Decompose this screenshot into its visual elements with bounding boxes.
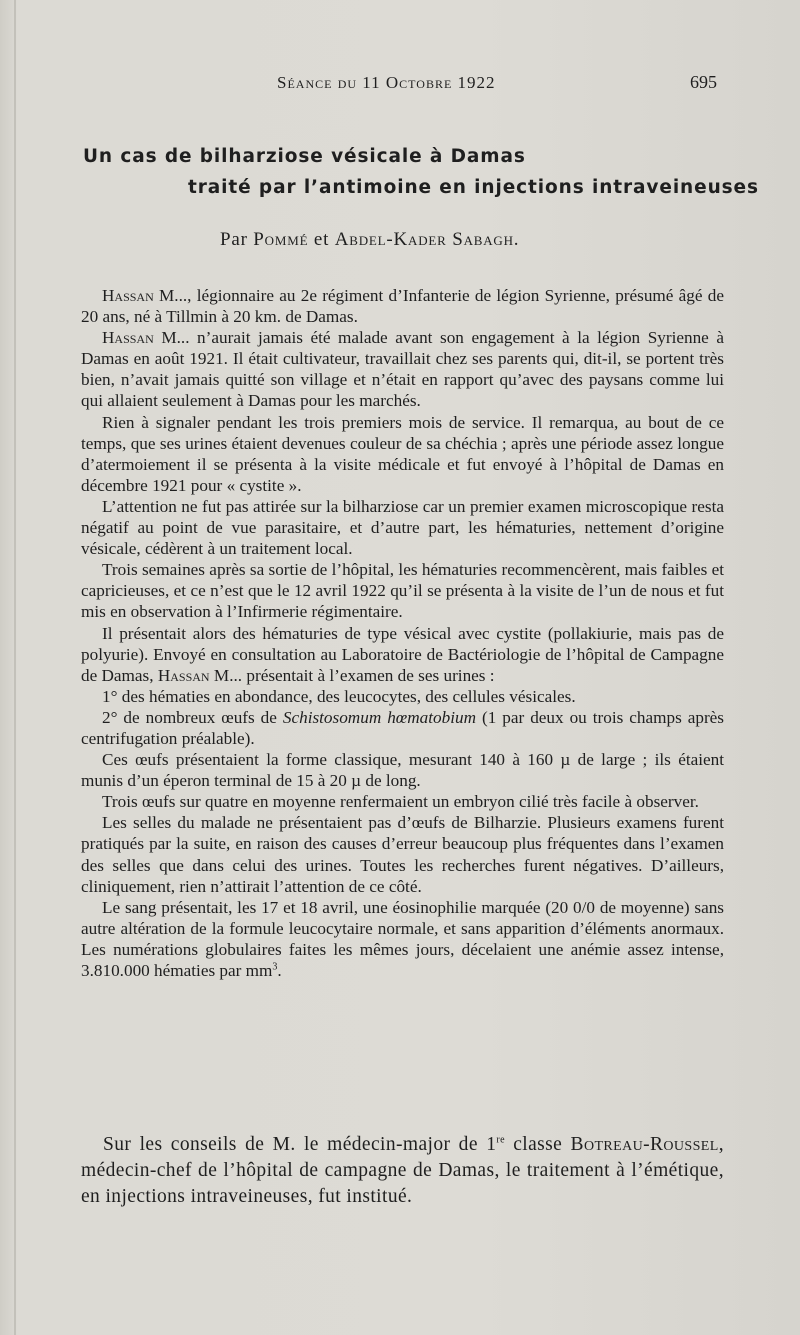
page-gutter-rule — [14, 0, 16, 1335]
superscript-3: 3 — [272, 961, 278, 973]
treatment-text-c: , médecin-chef de l’hôpital de campagne de Damas, le traitement à l’émétique, en injections intraveineuses, fut institué. — [81, 1134, 724, 1207]
chief-physician-name: Botreau-Roussel — [570, 1134, 719, 1155]
byline-conjunction: et — [313, 229, 330, 250]
byline — [220, 229, 519, 251]
paragraph-8 — [81, 707, 724, 749]
paragraph-3: Rien à signaler pendant les trois premiers mois de service. Il remarqua, au bout de ce temps, que ses urines étaient devenues couleur de sa chéchia ; après une période assez longue d’atermoiement il se présenta à la visite médicale et fut envoyé à l’hôpital de Damas en décembre 1921 pour « cystite ». — [81, 412, 724, 495]
paragraph-6 — [81, 623, 724, 686]
article-title-line-2: traité par l’antimoine en injections intraveineuses — [188, 177, 759, 198]
paragraph-11: Les selles du malade ne présentaient pas d’œufs de Bilharzie. Plusieurs examens furent pratiqués par la suite, en raison des causes d’erreur beaucoup plus fréquentes dans l’examen des selles que dans celui des urines. Toutes les recherches furent négatives. D’ailleurs, cliniquement, rien n’attirait l’attention de ce côté. — [81, 813, 724, 896]
ordinal-number: 1 — [486, 1134, 497, 1155]
running-head: Séance du 11 Octobre 1922 — [277, 73, 496, 92]
paragraph-12-text-a: Le sang présentait, les 17 et 18 avril, une éosinophilie marquée (20 0/0 de moyenne) sans autre altération de la formule leucocytaire normale, et sans apparition d’éléments anormaux. Les numérations globulaires faites les mêmes jours, décelaient une anémie assez intense, 3.810.000 hématies par mm — [81, 897, 724, 980]
paragraph-6-text-b: M... présentait à l’examen de ses urines : — [209, 665, 495, 685]
author-1: Pommé — [253, 229, 309, 250]
article-title-line-1: Un cas de bilharziose vésicale à Damas — [83, 146, 526, 167]
treatment-paragraph — [81, 1132, 724, 1210]
byline-suffix: . — [513, 229, 520, 250]
paragraph-1 — [81, 285, 724, 327]
paragraph-7: 1° des hématies en abondance, des leucocytes, des cellules vésicales. — [102, 686, 576, 706]
paragraph-12-text-b: . — [277, 961, 282, 980]
paragraph-2 — [81, 327, 724, 411]
paragraph-5: Trois semaines après sa sortie de l’hôpital, les hématuries recommencèrent, mais faibles et capricieuses, et ce n’est que le 12 avril 1922 qu’il se présenta à la visite de l’un de nous et fut mis en observation à l’Infirmerie régimentaire. — [81, 560, 724, 622]
ordinal-suffix: re — [496, 1134, 505, 1146]
page-header — [0, 73, 800, 97]
paragraph-2-text: M... n’aurait jamais été malade avant son engagement à la légion Syrienne à Damas en août 1921. Il était cultivateur, travaillait chez ses parents qui, dit-il, se portent très bien, n’avait jamais quitté son village et n’était en rapport qu’avec des paysans comme lui qui allaient seulement à Damas pour les marchés. — [81, 328, 724, 411]
byline-prefix: Par — [220, 229, 248, 250]
paragraph-8-text-a: 2° de nombreux œufs de — [102, 707, 283, 727]
article-body — [81, 285, 724, 981]
species-name: Schistosomum hœmatobium — [282, 707, 477, 727]
paragraph-1-text: M..., légionnaire au 2e régiment d’Infanterie de légion Syrienne, présumé âgé de 20 ans, né à Tillmin à 20 km. de Damas. — [81, 286, 724, 327]
paragraph-6-text-a: Il présentait alors des hématuries de type vésical avec cystite (pollakiurie, mais pas de polyurie). Envoyé en consultation au Laboratoire de Bactériologie de l’hôpital de Campagne de Damas, — [81, 623, 724, 685]
paragraph-10: Trois œufs sur quatre en moyenne renfermaient un embryon cilié très facile à observer. — [102, 792, 699, 812]
page-number: 695 — [690, 72, 717, 92]
paragraph-12 — [81, 897, 724, 981]
treatment-text-a: Sur les conseils de M. le médecin-major de — [103, 1134, 487, 1155]
patient-name: Hassan — [102, 286, 154, 305]
patient-name: Hassan — [157, 665, 210, 685]
paragraph-9: Ces œufs présentaient la forme classique, mesurant 140 à 160 µ de large ; ils étaient munis d’un éperon terminal de 15 à 20 µ de long. — [81, 750, 724, 791]
treatment-text-b: classe — [504, 1134, 571, 1155]
paragraph-4: L’attention ne fut pas attirée sur la bilharziose car un premier examen microscopique resta négatif au point de vue parasitaire, et d’autre part, les hématuries, nettement d’origine vésicale, cédèrent à un traitement local. — [81, 496, 724, 559]
treatment-text — [81, 1132, 724, 1210]
patient-name: Hassan — [102, 328, 154, 348]
paragraph-8-text-b: (1 par deux ou trois champs après centrifugation préalable). — [81, 707, 724, 748]
author-2: Abdel-Kader Sabagh — [334, 229, 514, 250]
